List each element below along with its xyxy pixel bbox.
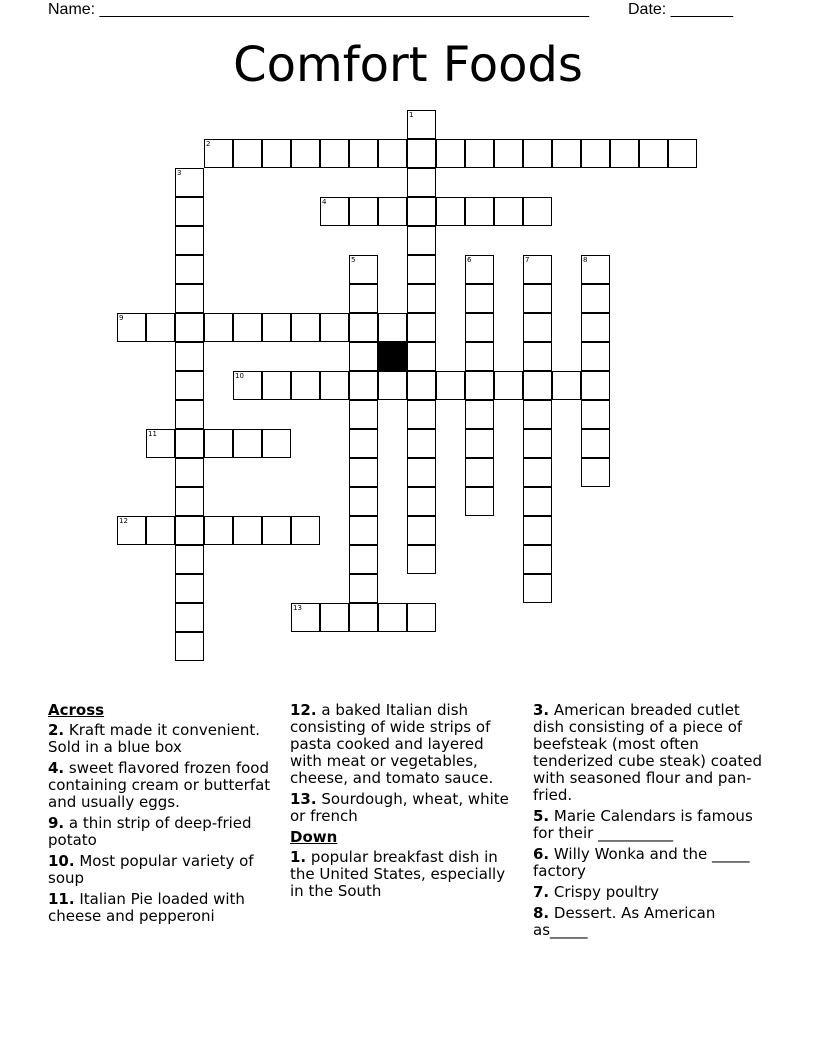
grid-cell: [407, 429, 436, 458]
grid-cell: [233, 516, 262, 545]
grid-cell: [378, 603, 407, 632]
grid-cell: [175, 574, 204, 603]
grid-cell: [291, 139, 320, 168]
grid-cell: [494, 139, 523, 168]
date-field: Date: _______: [628, 1, 733, 18]
grid-cell: [349, 342, 378, 371]
grid-cell: [204, 313, 233, 342]
grid-cell: [349, 487, 378, 516]
grid-cell: [407, 458, 436, 487]
grid-cell: [523, 197, 552, 226]
grid-cell: [581, 429, 610, 458]
grid-cell: [349, 400, 378, 429]
clue-across-13: 13. Sourdough, wheat, white or french: [290, 790, 509, 825]
clue-number: 6: [467, 256, 472, 264]
clue-number: 9: [119, 314, 124, 322]
clue-number: 3: [177, 169, 182, 177]
grid-cell: [407, 371, 436, 400]
grid-cell: [146, 313, 175, 342]
grid-cell: [175, 284, 204, 313]
name-field: Name: _______________________________________________________: [48, 1, 589, 18]
grid-cell: [262, 139, 291, 168]
clue-number: 4: [322, 198, 327, 206]
grid-cell: [465, 139, 494, 168]
grid-cell: [175, 313, 204, 342]
clue-number: 2: [206, 140, 211, 148]
grid-cell: [204, 516, 233, 545]
grid-cell: [349, 255, 378, 284]
grid-cell: [349, 284, 378, 313]
grid-cell: [175, 168, 204, 197]
grid-cell: [117, 516, 146, 545]
grid-cell: [291, 313, 320, 342]
clue-number: 7: [525, 256, 530, 264]
clue-across-11: 11. Italian Pie loaded with cheese and pepperoni: [48, 890, 245, 925]
across-heading: Across: [48, 701, 105, 719]
grid-cell: [349, 516, 378, 545]
grid-cell: [581, 400, 610, 429]
grid-cell: [349, 139, 378, 168]
clue-across-4: 4. sweet flavored frozen food containing cream or butterfat and usually eggs.: [48, 759, 271, 811]
grid-cell: [523, 545, 552, 574]
grid-cell: [552, 139, 581, 168]
clues-column-2: [290, 702, 520, 904]
grid-cell: [436, 197, 465, 226]
grid-cell: [146, 516, 175, 545]
grid-cell: [581, 342, 610, 371]
grid-cell: [465, 400, 494, 429]
grid-cell: [320, 313, 349, 342]
grid-cell: [465, 313, 494, 342]
grid-cell: [523, 458, 552, 487]
grid-cell: [262, 516, 291, 545]
grid-cell: [523, 429, 552, 458]
grid-cell: [465, 429, 494, 458]
grid-cell: [523, 139, 552, 168]
grid-cell: [349, 545, 378, 574]
grid-cell: [175, 400, 204, 429]
grid-cell: [175, 632, 204, 661]
grid-cell: [175, 371, 204, 400]
grid-cell: [581, 255, 610, 284]
grid-cell: [175, 487, 204, 516]
grid-cell: [175, 429, 204, 458]
grid-cell: [175, 342, 204, 371]
grid-cell: [349, 429, 378, 458]
grid-cell: [320, 603, 349, 632]
clue-down-6: 6. Willy Wonka and the _____ factory: [533, 845, 750, 880]
grid-cell: [407, 603, 436, 632]
clue-down-5: 5. Marie Calendars is famous for their __________: [533, 807, 753, 842]
clue-across-12: 12. a baked Italian dish consisting of wide strips of pasta cooked and layered with meat or vegetables, cheese, and tomato sauce.: [290, 701, 494, 787]
grid-cell: [465, 342, 494, 371]
grid-cell: [407, 284, 436, 313]
grid-cell: [349, 574, 378, 603]
grid-cell: [523, 516, 552, 545]
grid-cell: [175, 255, 204, 284]
grid-cell: [581, 371, 610, 400]
grid-cell: [175, 516, 204, 545]
clue-number: 1: [409, 111, 414, 119]
grid-cell: [378, 197, 407, 226]
grid-cell: [552, 371, 581, 400]
grid-cell: [581, 458, 610, 487]
grid-cell: [494, 371, 523, 400]
grid-cell: [175, 226, 204, 255]
grid-cell: [465, 458, 494, 487]
grid-cell: [320, 197, 349, 226]
grid-cell: [349, 197, 378, 226]
grid-cell: [407, 545, 436, 574]
grid-cell: [117, 313, 146, 342]
grid-cell: [523, 371, 552, 400]
grid-cell: [349, 313, 378, 342]
clue-number: 8: [583, 256, 588, 264]
grid-cell: [465, 255, 494, 284]
grid-cell: [378, 371, 407, 400]
clue-number: 11: [148, 430, 157, 438]
grid-cell: [610, 139, 639, 168]
grid-cell: [407, 226, 436, 255]
grid-cell: [523, 574, 552, 603]
grid-cell: [262, 429, 291, 458]
grid-cell: [668, 139, 697, 168]
clue-across-10: 10. Most popular variety of soup: [48, 852, 254, 887]
clue-across-9: 9. a thin strip of deep-fried potato: [48, 814, 252, 849]
grid-cell: [378, 139, 407, 168]
clue-down-8: 8. Dessert. As American as_____: [533, 904, 716, 939]
grid-cell: [175, 545, 204, 574]
grid-cell: [204, 429, 233, 458]
grid-cell: [175, 197, 204, 226]
clue-down-1: 1. popular breakfast dish in the United States, especially in the South: [290, 848, 506, 900]
grid-cell: [581, 284, 610, 313]
grid-cell: [523, 284, 552, 313]
grid-cell: [378, 313, 407, 342]
clues-column-1: [48, 702, 278, 929]
grid-cell: [233, 429, 262, 458]
clue-across-2: 2. Kraft made it convenient. Sold in a blue box: [48, 721, 261, 756]
grid-cell: [233, 313, 262, 342]
grid-cell: [233, 139, 262, 168]
grid-cell: [233, 371, 262, 400]
grid-cell: [407, 342, 436, 371]
black-cell: [378, 342, 407, 371]
puzzle-title: Comfort Foods: [233, 37, 583, 93]
grid-cell: [465, 371, 494, 400]
grid-cell: [175, 458, 204, 487]
grid-cell: [523, 313, 552, 342]
grid-cell: [581, 139, 610, 168]
grid-cell: [407, 197, 436, 226]
grid-cell: [523, 342, 552, 371]
grid-cell: [320, 371, 349, 400]
clue-number: 12: [119, 517, 128, 525]
clues-column-3: [533, 702, 773, 943]
down-heading: Down: [290, 828, 338, 846]
grid-cell: [320, 139, 349, 168]
clue-number: 5: [351, 256, 356, 264]
grid-cell: [407, 313, 436, 342]
grid-cell: [262, 371, 291, 400]
grid-cell: [407, 110, 436, 139]
grid-cell: [523, 400, 552, 429]
grid-cell: [262, 313, 291, 342]
grid-cell: [436, 371, 465, 400]
grid-cell: [436, 139, 465, 168]
grid-cell: [407, 516, 436, 545]
grid-cell: [581, 313, 610, 342]
grid-cell: [523, 255, 552, 284]
grid-cell: [465, 487, 494, 516]
grid-cell: [204, 139, 233, 168]
grid-cell: [494, 197, 523, 226]
grid-cell: [349, 603, 378, 632]
clue-number: 10: [235, 372, 244, 380]
grid-cell: [407, 139, 436, 168]
grid-cell: [291, 371, 320, 400]
clue-number: 13: [293, 604, 302, 612]
grid-cell: [407, 487, 436, 516]
clue-down-7: 7. Crispy poultry: [533, 883, 660, 901]
grid-cell: [291, 603, 320, 632]
grid-cell: [175, 603, 204, 632]
grid-cell: [407, 400, 436, 429]
grid-cell: [146, 429, 175, 458]
grid-cell: [407, 168, 436, 197]
grid-cell: [465, 284, 494, 313]
grid-cell: [465, 197, 494, 226]
grid-cell: [407, 255, 436, 284]
clue-down-3: 3. American breaded cutlet dish consisting of a piece of beefsteak (most often tenderized cube steak) coated with seasoned flour and pan-fried.: [533, 701, 763, 804]
grid-cell: [349, 371, 378, 400]
grid-cell: [639, 139, 668, 168]
grid-cell: [523, 487, 552, 516]
grid-cell: [349, 458, 378, 487]
grid-cell: [291, 516, 320, 545]
